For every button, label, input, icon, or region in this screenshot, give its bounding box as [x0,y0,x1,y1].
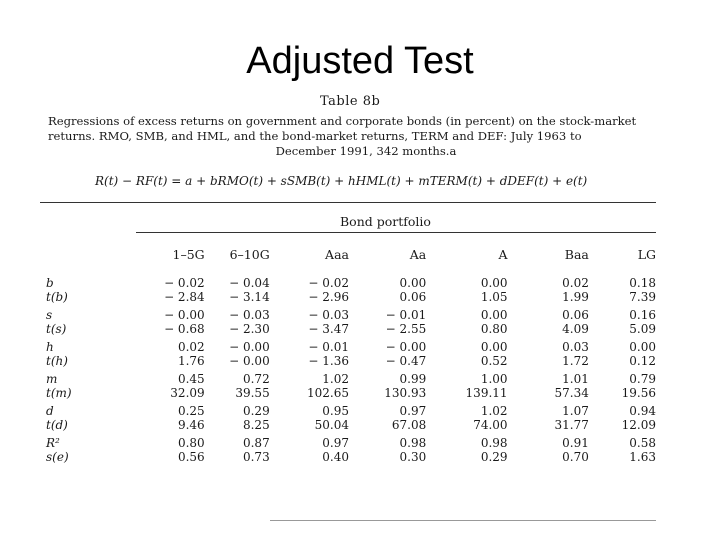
table-cell: 0.16 [629,308,656,322]
table-cell: 50.04 [314,417,349,432]
table-cell: 0.06 [562,308,589,322]
table-cell: 0.97 [322,436,349,450]
column-header: A [498,246,508,262]
table-row [40,368,656,387]
table-cell: 1.99 [562,289,589,304]
group-header: Bond portfolio [340,214,431,229]
table-row [40,400,656,419]
table-cell: 0.30 [399,449,427,464]
column-header: 1–5G [172,246,205,262]
table-cell: − 0.00 [164,308,205,322]
column-header: 6–10G [229,246,270,262]
table-cell: 0.56 [177,449,205,464]
table-cell: 1.07 [562,404,589,418]
table-cell: 8.25 [242,417,270,432]
table-cell: 0.99 [399,372,427,386]
row-label: t(s) [46,321,67,336]
row-label: b [46,276,54,290]
table-cell: − 2.96 [308,289,349,304]
table-cell: 7.39 [629,289,656,304]
table-cell: 130.93 [384,385,427,400]
row-label: s [46,308,53,322]
table-label: Table 8b [320,94,381,109]
table-cell: 5.09 [629,321,656,336]
table-cell: 67.08 [391,417,427,432]
table-cell: 74.00 [473,417,508,432]
table-row [40,387,656,401]
table-row [40,419,656,433]
table-row [40,323,656,337]
table-cell: 0.70 [562,449,589,464]
table-cell: 0.40 [322,449,349,464]
table-cell: 0.00 [480,340,508,354]
row-label: t(h) [46,353,68,368]
caption-line-2: returns. RMO, SMB, and HML, and the bond-market returns, TERM and DEF: July 1963 to [48,129,582,143]
regression-equation: R(t) − RF(t) = a + bRMO(t) + sSMB(t) + hHML(t) + mTERM(t) + dDEF(t) + e(t) [95,174,588,188]
table-cell: − 0.04 [229,276,270,290]
table-cell: − 2.55 [385,321,427,336]
column-header-row [40,244,656,272]
table-cell: 0.58 [629,436,656,450]
table-cell: 1.72 [562,353,589,368]
table-cell: 0.03 [562,340,589,354]
table-cell: − 0.03 [308,308,349,322]
table-cell: 31.77 [554,417,589,432]
table-cell: 0.00 [399,276,427,290]
row-label: t(b) [46,289,68,304]
row-label: t(m) [46,385,72,400]
table-cell: 1.02 [322,372,349,386]
table-cell: − 1.36 [308,353,349,368]
table-cell: 1.01 [562,372,589,386]
table-cell: 0.52 [480,353,508,368]
table-row [40,355,656,369]
table-cell: 0.45 [177,372,205,386]
table-cell: 0.18 [629,276,656,290]
row-label: R² [46,436,60,450]
scanned-table [40,94,656,524]
table-cell: 1.76 [177,353,205,368]
table-cell: 1.05 [480,289,508,304]
table-cell: 139.11 [465,385,508,400]
slide-title: Adjusted Test [246,40,474,82]
table-cell: 12.09 [621,417,656,432]
table-cell: 1.00 [480,372,508,386]
table-row [40,291,656,305]
table-row [40,451,656,465]
table-row [40,272,656,291]
row-label: m [46,372,58,386]
table-cell: 0.02 [177,340,205,354]
table-cell: 1.63 [629,449,656,464]
table-cell: 57.34 [554,385,589,400]
table-cell: 0.00 [629,340,656,354]
column-header: LG [637,246,656,262]
table-cell: 0.06 [399,289,427,304]
table-cell: 0.80 [177,436,205,450]
row-label: h [46,340,54,354]
table-body [40,272,656,464]
group-rule [136,232,656,233]
table-cell: 9.46 [177,417,205,432]
table-cell: − 0.00 [385,340,427,354]
row-label: s(e) [46,449,69,464]
table-cell: 0.12 [629,353,656,368]
table-row [40,336,656,355]
table-cell: 0.00 [480,276,508,290]
table-cell: 4.09 [562,321,589,336]
table-row [40,304,656,323]
table-cell: 0.98 [399,436,427,450]
table-cell: 0.00 [480,308,508,322]
row-label: t(d) [46,417,68,432]
table-caption [48,114,654,159]
table-cell: 0.79 [629,372,656,386]
table-cell: − 0.68 [164,321,205,336]
table-cell: 39.55 [235,385,270,400]
table-cell: 0.94 [629,404,656,418]
table-cell: 0.29 [242,404,270,418]
column-header: Aaa [325,246,349,262]
table-row [40,432,656,451]
table-cell: − 0.03 [229,308,270,322]
table-cell: − 0.02 [308,276,349,290]
table-cell: − 2.30 [229,321,270,336]
column-header: Aa [409,246,427,262]
column-header: Baa [564,246,589,262]
table-cell: − 0.47 [385,353,427,368]
table-cell: − 3.14 [229,289,270,304]
caption-line-3: December 1991, 342 months.a [275,144,457,158]
bottom-rule [270,520,656,521]
table-cell: 0.98 [480,436,508,450]
table-cell: 0.72 [242,372,270,386]
table-cell: 0.29 [480,449,508,464]
table-cell: 0.97 [399,404,427,418]
table-cell: − 0.01 [385,308,427,322]
table-cell: 0.91 [562,436,589,450]
table-cell: − 0.01 [308,340,349,354]
table-cell: 32.09 [170,385,205,400]
table-cell: − 0.02 [164,276,205,290]
table-cell: 102.65 [306,385,349,400]
regression-table [40,244,656,464]
table-cell: − 3.47 [308,321,349,336]
table-cell: 1.02 [480,404,508,418]
table-cell: 19.56 [621,385,656,400]
top-rule [40,202,656,203]
table-cell: 0.87 [242,436,270,450]
table-cell: 0.80 [480,321,508,336]
corner-cell [40,244,107,272]
table-cell: 0.02 [562,276,589,290]
row-label: d [46,404,54,418]
table-cell: − 0.00 [229,353,270,368]
table-cell: 0.25 [177,404,205,418]
table-cell: 0.95 [322,404,349,418]
caption-line-1: Regressions of excess returns on government and corporate bonds (in percent) on the stock-market [48,114,637,128]
table-cell: 0.73 [242,449,270,464]
table-cell: − 2.84 [164,289,205,304]
table-cell: − 0.00 [229,340,270,354]
